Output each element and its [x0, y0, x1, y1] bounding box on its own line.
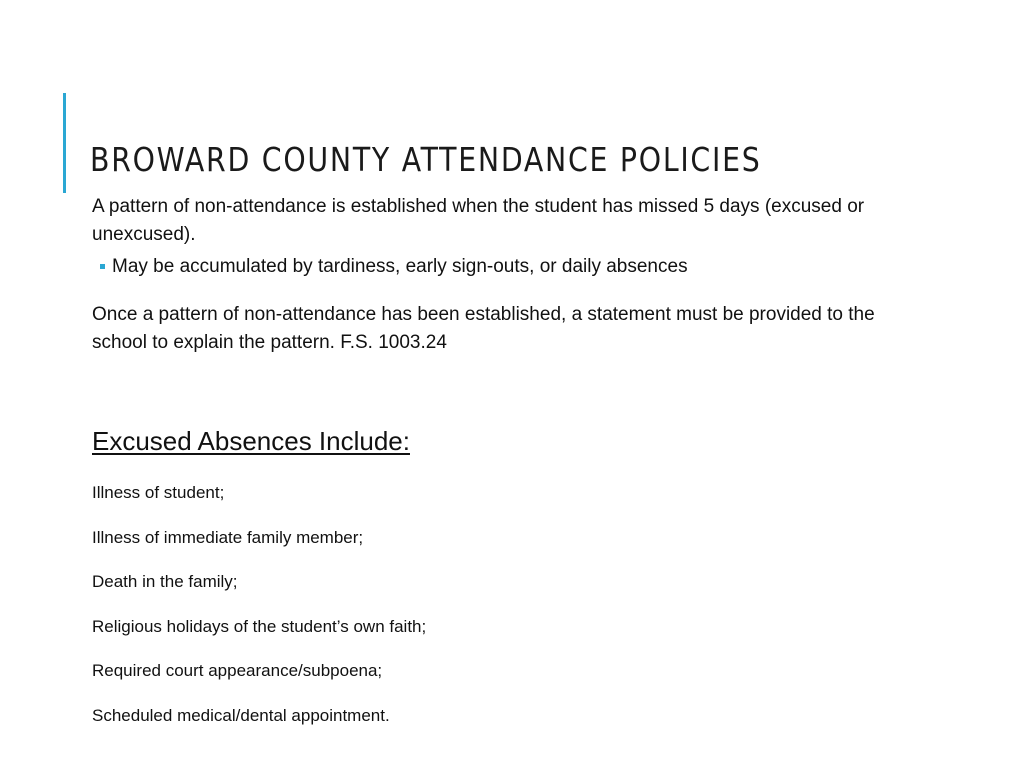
slide-body — [92, 193, 922, 357]
list-item: Illness of immediate family member; — [92, 527, 364, 547]
square-bullet-icon — [100, 264, 105, 269]
slide-title: BROWARD COUNTY ATTENDANCE POLICIES — [90, 140, 762, 179]
list-item: Required court appearance/subpoena; — [92, 661, 383, 680]
paragraph-pattern-definition: A pattern of non-attendance is established when the student has missed 5 days (excused or unexcused). — [92, 196, 865, 245]
bullet-item-label: May be accumulated by tardiness, early sign-outs, or daily absences — [112, 256, 688, 277]
bullet-item-accumulation — [100, 253, 922, 281]
paragraph-statement-requirement: Once a pattern of non-attendance has been established, a statement must be provided to the school to explain the pattern. F.S. 1003.24 — [92, 304, 875, 353]
excused-absences-heading: Excused Absences Include: — [92, 426, 410, 456]
list-item: Death in the family; — [92, 572, 238, 591]
list-item: Illness of student; — [92, 483, 225, 502]
title-accent-bar — [63, 93, 66, 193]
excused-absences-list — [92, 480, 426, 747]
list-item: Scheduled medical/dental appointment. — [92, 705, 390, 725]
list-item: Religious holidays of the student’s own faith; — [92, 616, 427, 636]
